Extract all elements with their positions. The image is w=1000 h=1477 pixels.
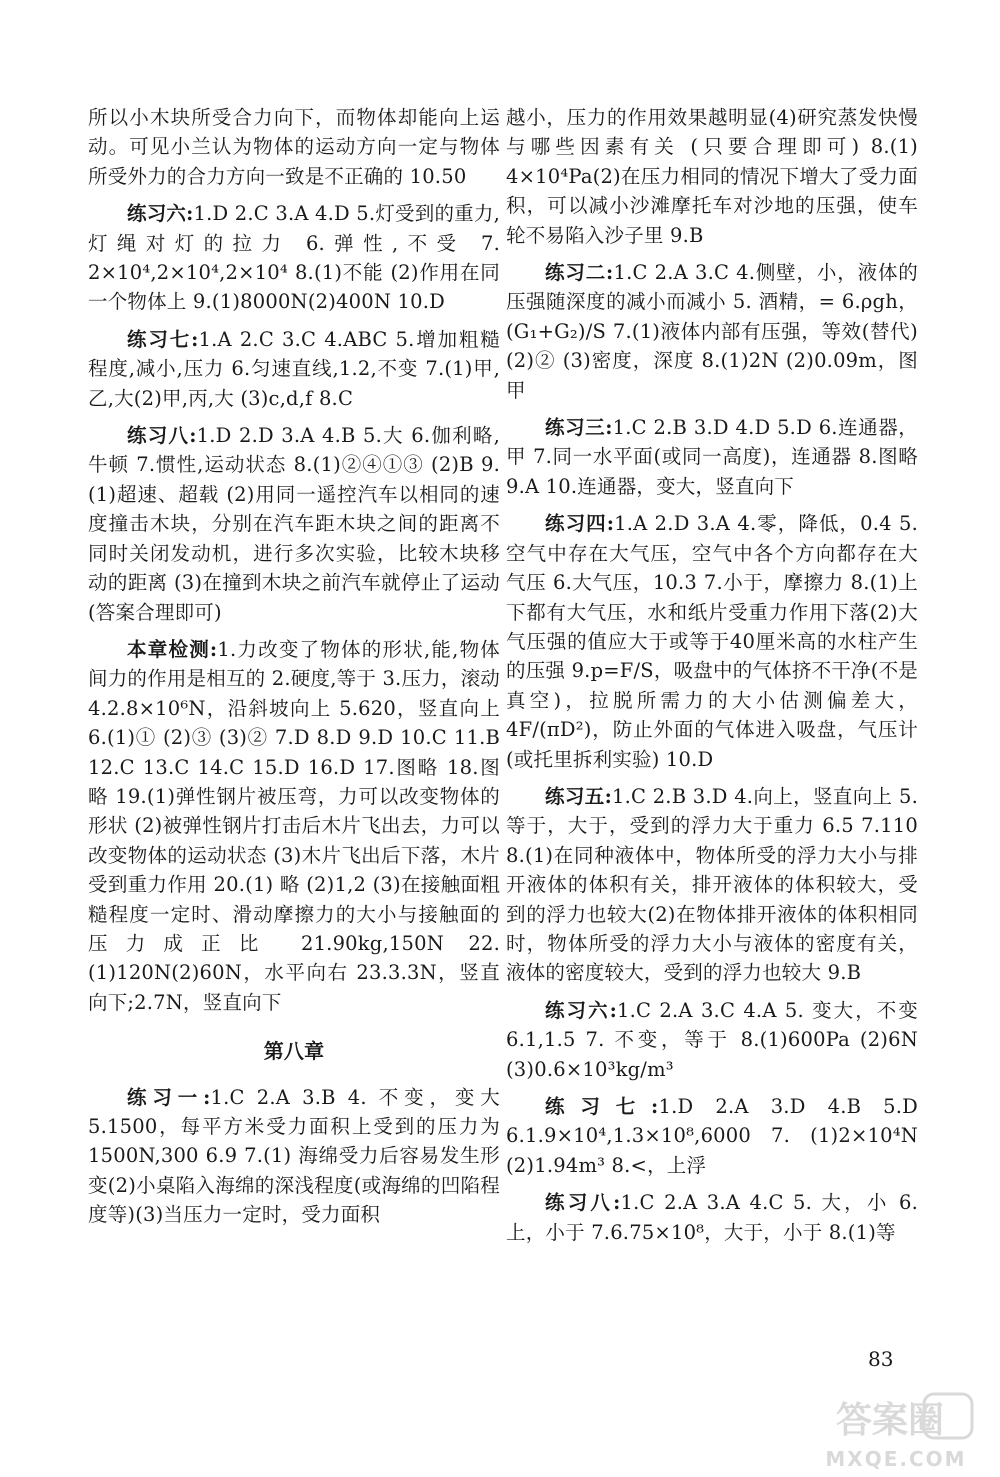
continuation-paragraph: 所以小木块所受合力向下，而物体却能向上运动。可见小兰认为物体的运动方向一定与物体所受外力的合力方向一致是不正确的 10.50 <box>88 106 500 188</box>
page-number: 83 <box>868 1347 894 1371</box>
exercise-label: 练习八: <box>545 1191 621 1215</box>
chapter8-exercise-7-answers <box>506 1092 918 1180</box>
chapter-test-answers <box>88 635 500 1017</box>
exercise-answers: 1.A 2.D 3.A 4.零，降低，0.4 5.空气中存在大气压，空气中各个方向都存在大气压 6.大气压，10.3 7.小于，摩擦力 8.(1)上下都有大气压，水和纸片受重力作用下落(2)大气压强的值应大于或等于40厘米高的水柱产生的压强 9.p=F/S，吸盘中的气体挤不干净(不是真空)，拉脱所需力的大小估测偏差大，4F/(πD²)，防止外面的气体进入吸盘，气压计(或托里拆利实验) 10.D <box>506 512 918 771</box>
exercise-answers: 1.力改变了物体的形状,能,物体间力的作用是相互的 2.硬度,等于 3.压力，滚动 4.2.8×10⁶N，沿斜坡向上 5.620，竖直向上 6.(1)① (2)③ (3)② 7.D 8.D 9.D 10.C 11.B 12.C 13.C 14.C 15.D 16.D 17.图略 18.图略 19.(1)弹性钢片被压弯，力可以改变物体的形状 (2)被弹性钢片打击后木片飞出去，力可以改变物体的运动状态 (3)木片飞出后下落，木片受到重力作用 20.(1) 略 (2)1,2 (3)在接触面粗糙程度一定时、滑动摩擦力的大小与接触面的压力成正比 21.90kg,150N 22.(1)120N(2)60N，水平向右 23.3.3N，竖直向下;2.7N，竖直向下 <box>88 637 501 1014</box>
chapter8-exercise-8-answers <box>506 1188 918 1247</box>
exercise-label: 练习五: <box>545 784 612 808</box>
exercise-answers: 1.C 2.A 3.C 4.侧壁，小，液体的压强随深度的减小而减小 5. 酒精，= 6.ρgh，(G₁+G₂)/S 7.(1)液体内部有压强，等效(替代) (2)② (3)密度，深度 8.(1)2N (2)0.09m，图甲 <box>506 261 919 402</box>
chapter-heading: 第八章 <box>263 1039 325 1064</box>
watermark-logo <box>806 1392 986 1474</box>
watermark-text: 答案圈 <box>835 1400 945 1441</box>
exercise-answers: 1.D 2.D 3.A 4.B 5.大 6.伽利略,牛顿 7.惯性,运动状态 8.(1)②④①③ (2)B 9.(1)超速、超载 (2)用同一遥控汽车以相同的速度撞击木块，分别在汽车距木块之间的距离不同时关闭发动机，进行多次实验，比较木块移动的距离 (3)在撞到木块之前汽车就停止了运动 (答案合理即可) <box>88 424 500 624</box>
exercise-label: 练习六: <box>127 202 194 226</box>
exercise-6-answers <box>88 199 500 317</box>
exercise-answers: 1.D 2.A 3.D 4.B 5.D 6.1.9×10⁴,1.3×10⁸,6000 7. (1)2×10⁴N (2)1.94m³ 8.<，上浮 <box>506 1095 919 1177</box>
chapter8-exercise-6-answers <box>506 996 918 1084</box>
exercise-label: 练习三: <box>545 416 613 440</box>
exercise-label: 练习七: <box>545 1095 659 1118</box>
exercise-answers: 1.C 2.B 3.D 4.向上，竖直向上 5.等于，大于，受到的浮力大于重力 6.5 7.110 8.(1)在同种液体中，物体所受的浮力大小与排开液体的体积有关，排开液体的体积较大，受到的浮力也较大(2)在物体排开液体的体积相同时，物体所受的浮力大小与液体的密度有关，液体的密度较大，受到的浮力也较大 9.B <box>506 784 918 985</box>
exercise-7-answers <box>88 325 500 413</box>
exercise-label: 练习四: <box>545 512 615 536</box>
exercise-answers: 1.C 2.A 3.B 4. 不变，变大 5.1500，每平方米受力面积上受到的压力为1500N,300 6.9 7.(1) 海绵受力后容易发生形变(2)小桌陷入海绵的深浅程度(或海绵的凹陷程度等)(3)当压力一定时，受力面积 <box>88 1085 500 1227</box>
exercise-label: 练习八: <box>127 424 197 448</box>
chapter8-exercise-5-answers <box>506 782 918 988</box>
chapter8-exercise-4-answers <box>506 509 918 774</box>
continuation-paragraph: 越小，压力的作用效果越明显(4)研究蒸发快慢与哪些因素有关 (只要合理即可) 8.(1) 4×10⁴Pa(2)在压力相同的情况下增大了受力面积，可以减小沙滩摩托车对沙地的压强，使车轮不易陷入沙子里 9.B <box>506 106 918 247</box>
exercise-answers: 1.A 2.C 3.C 4.ABC 5.增加粗糙程度,减小,压力 6.匀速直线,1.2,不变 7.(1)甲,乙,大(2)甲,丙,大 (3)c,d,f 8.C <box>88 327 500 410</box>
exercise-answers: 1.C 2.A 3.A 4.C 5. 大，小 6.上，小于 7.6.75×10⁸，大于，小于 8.(1)等 <box>506 1191 919 1244</box>
chapter8-exercise-3-answers <box>506 413 918 501</box>
left-column <box>88 103 500 1238</box>
exercise-label: 本章检测: <box>127 637 218 661</box>
exercise-label: 练习一: <box>127 1085 211 1109</box>
exercise-answers: 1.D 2.C 3.A 4.D 5.灯受到的重力,灯绳对灯的拉力 6.弹性,不受 7. 2×10⁴,2×10⁴,2×10⁴ 8.(1)不能 (2)作用在同一个物体上 9.(1)8000N(2)400N 10.D <box>88 202 500 314</box>
right-column <box>506 103 918 1255</box>
exercise-8-answers <box>88 421 500 627</box>
watermark-url: MXQE.COM <box>825 1447 967 1471</box>
exercise-label: 练习二: <box>545 261 614 285</box>
exercise-answers: 1.C 2.A 3.C 4.A 5. 变大，不变 6.1,1.5 7. 不变，等于 8.(1)600Pa (2)6N (3)0.6×10³kg/m³ <box>506 998 918 1081</box>
chapter8-exercise-2-answers <box>506 258 918 405</box>
exercise-label: 练习七: <box>127 327 199 351</box>
exercise-answers: 1.C 2.B 3.D 4.D 5.D 6.连通器，甲 7.同一水平面(或同一高度)，连通器 8.图略 9.A 10.连通器，变大，竖直向下 <box>506 416 919 498</box>
exercise-label: 练习六: <box>545 998 618 1022</box>
chapter8-exercise-1-answers <box>88 1083 500 1230</box>
